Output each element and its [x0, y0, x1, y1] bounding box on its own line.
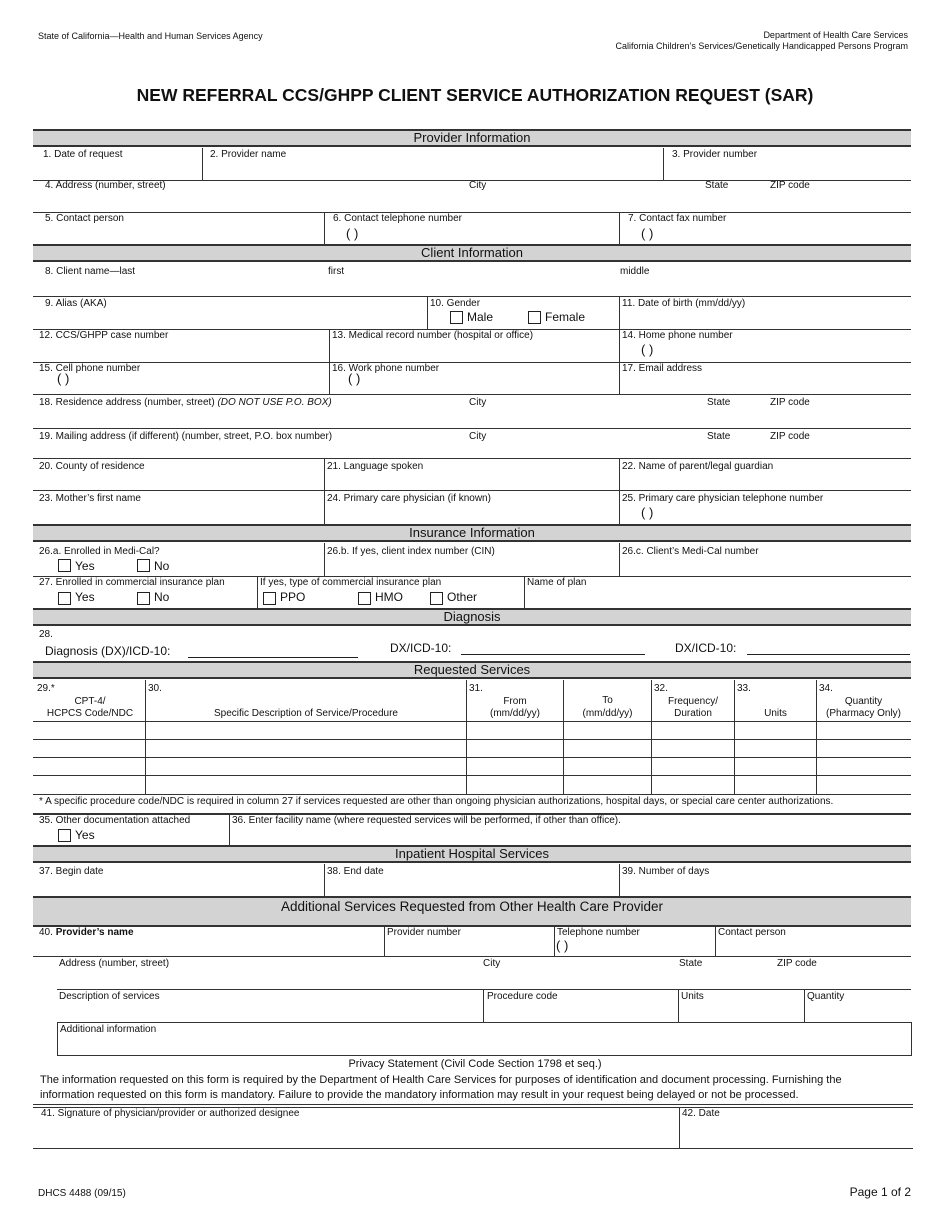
signature-field[interactable]	[35, 1109, 678, 1147]
cin-label: 26.b. If yes, client index number (CIN)	[327, 546, 495, 557]
units-label: Units	[681, 991, 704, 1002]
provider-zip-label: ZIP code	[770, 180, 810, 191]
commercial-no-label: No	[154, 590, 170, 604]
plan-name-label: Name of plan	[527, 577, 587, 588]
client-name-first-label: first	[328, 266, 345, 277]
provider-address-label: 4. Address (number, street)	[45, 180, 166, 191]
cell-phone-label: 15. Cell phone number	[39, 363, 141, 374]
address-2-zip-label: ZIP code	[777, 958, 817, 969]
pcp-field[interactable]	[325, 491, 618, 523]
section-provider-information: Provider Information	[33, 129, 911, 147]
provider-state-label: State	[705, 180, 729, 191]
facility-name-field[interactable]	[230, 815, 910, 844]
gender-female-checkbox[interactable]	[528, 311, 541, 324]
plan-other-checkbox[interactable]	[430, 592, 443, 605]
col34-header: Quantity	[844, 696, 883, 707]
begin-date-label: 37. Begin date	[39, 866, 104, 877]
facility-name-label: 36. Enter facility name (where requested services will be performed, if other than office).	[232, 815, 621, 826]
mother-name-label: 23. Mother’s first name	[39, 493, 141, 504]
commercial-type-label: If yes, type of commercial insurance plan	[260, 577, 442, 588]
commercial-yes-checkbox[interactable]	[58, 592, 71, 605]
county-label: 20. County of residence	[39, 461, 145, 472]
diagnosis-label-3: DX/ICD-10:	[675, 641, 737, 655]
alias-field[interactable]	[35, 297, 426, 328]
medi-cal-yes-checkbox[interactable]	[58, 559, 71, 572]
contact-telephone-label: 6. Contact telephone number	[333, 213, 462, 224]
description-label: Description of services	[59, 991, 160, 1002]
provider-city-label: City	[469, 180, 487, 191]
col30-header: Specific Description of Service/Procedure	[214, 708, 398, 719]
contact-fax-label: 7. Contact fax number	[628, 213, 727, 224]
date-of-request-label: 1. Date of request	[43, 149, 123, 160]
telephone-2-field[interactable]: ( )	[556, 938, 569, 953]
signature-date-label: 42. Date	[682, 1108, 720, 1119]
plan-other-label: Other	[447, 590, 478, 604]
section-client-information: Client Information	[33, 244, 911, 262]
col29-number: 29.*	[37, 683, 55, 694]
medi-cal-no-label: No	[154, 559, 170, 573]
additional-info-field[interactable]	[58, 1023, 910, 1054]
telephone-2-label: Telephone number	[557, 927, 640, 938]
contact-person-2-field[interactable]	[716, 926, 910, 955]
address-2-city-label: City	[483, 958, 501, 969]
state-agency-label: State of California—Health and Human Services Agency	[38, 31, 263, 41]
home-phone-field[interactable]: ( )	[641, 342, 654, 357]
residence-address-note: (DO NOT USE P.O. BOX)	[217, 397, 332, 408]
email-label: 17. Email address	[622, 363, 703, 374]
medi-cal-no-checkbox[interactable]	[137, 559, 150, 572]
residence-address-label: 18. Residence address (number, street) (DO NOT USE P.O. BOX)	[39, 397, 332, 408]
col31-number: 31.	[469, 683, 483, 694]
address-2-field[interactable]	[57, 957, 910, 988]
section-inpatient-hospital-services: Inpatient Hospital Services	[33, 845, 911, 863]
pcp-phone-label: 25. Primary care physician telephone number	[622, 493, 824, 504]
plan-ppo-checkbox[interactable]	[263, 592, 276, 605]
address-2-label: Address (number, street)	[59, 958, 170, 969]
medical-record-label: 13. Medical record number (hospital or office)	[332, 330, 534, 341]
residence-state-label: State	[707, 397, 731, 408]
col29-header: CPT-4/	[74, 696, 106, 707]
medi-cal-number-label: 26.c. Client’s Medi-Cal number	[622, 546, 759, 557]
page-number: Page 1 of 2	[849, 1185, 911, 1199]
section-insurance-information: Insurance Information	[33, 524, 911, 542]
diagnosis-field-2[interactable]	[461, 654, 645, 655]
section-requested-services: Requested Services	[33, 661, 911, 679]
client-name-last-label: 8. Client name—last	[45, 266, 136, 277]
gender-label: 10. Gender	[430, 298, 481, 309]
description-field[interactable]	[57, 990, 482, 1021]
alias-label: 9. Alias (AKA)	[45, 298, 107, 309]
address-2-state-label: State	[679, 958, 703, 969]
diagnosis-number: 28.	[39, 629, 53, 640]
number-of-days-label: 39. Number of days	[622, 866, 710, 877]
contact-fax-field[interactable]: ( )	[641, 226, 654, 241]
mailing-zip-label: ZIP code	[770, 431, 810, 442]
diagnosis-label-1: Diagnosis (DX)/ICD-10:	[45, 644, 171, 658]
provider-address-field[interactable]	[35, 181, 910, 211]
residence-address-field[interactable]	[35, 396, 910, 426]
program-label: California Children’s Services/Genetically Handicapped Persons Program	[615, 41, 908, 51]
diagnosis-label-2: DX/ICD-10:	[390, 641, 452, 655]
provider-number-2-field[interactable]	[385, 926, 553, 955]
work-phone-field[interactable]: ( )	[348, 371, 361, 386]
diagnosis-field-3[interactable]	[747, 654, 910, 655]
guardian-label: 22. Name of parent/legal guardian	[622, 461, 774, 472]
work-phone-label: 16. Work phone number	[332, 363, 440, 374]
other-documentation-label: 35. Other documentation attached	[39, 815, 191, 826]
privacy-title: Privacy Statement (Civil Code Section 1798 et seq.)	[348, 1058, 602, 1070]
end-date-label: 38. End date	[327, 866, 384, 877]
language-field[interactable]	[325, 459, 618, 489]
plan-name-field[interactable]	[525, 577, 910, 608]
col33-header: Units	[764, 708, 787, 719]
plan-ppo-label: PPO	[280, 590, 306, 604]
end-date-field[interactable]	[325, 865, 618, 896]
mother-name-field[interactable]	[35, 491, 323, 523]
guardian-field[interactable]	[620, 459, 910, 489]
mailing-city-label: City	[469, 431, 487, 442]
client-name-field[interactable]	[35, 264, 910, 295]
cin-field[interactable]	[325, 544, 618, 575]
home-phone-label: 14. Home phone number	[622, 330, 733, 341]
contact-person-2-label: Contact person	[718, 927, 786, 938]
col32-header-2: Duration	[674, 708, 712, 719]
section-additional-services: Additional Services Requested from Other Health Care Provider	[33, 896, 911, 927]
services-footnote: * A specific procedure code/NDC is required in column 27 if services requested are other than ongoing physician authorizations, hospital days, or special care center authorizations.	[39, 796, 834, 807]
additional-info-label: Additional information	[60, 1024, 157, 1035]
procedure-code-label: Procedure code	[487, 991, 558, 1002]
table-row[interactable]	[35, 758, 910, 775]
other-documentation-yes-label: Yes	[75, 828, 95, 842]
language-label: 21. Language spoken	[327, 461, 424, 472]
provider-name-2-title: Provider’s name	[55, 927, 134, 938]
begin-date-field[interactable]	[35, 865, 323, 896]
quantity-label: Quantity	[807, 991, 845, 1002]
signature-date-field[interactable]	[680, 1109, 912, 1147]
residence-zip-label: ZIP code	[770, 397, 810, 408]
county-field[interactable]	[35, 459, 323, 489]
col33-number: 33.	[737, 683, 751, 694]
units-field[interactable]	[679, 990, 803, 1021]
section-diagnosis: Diagnosis	[33, 608, 911, 626]
client-name-middle-label: middle	[620, 266, 650, 277]
col31-from-header: From	[503, 696, 527, 707]
col31-to-format: (mm/dd/yy)	[582, 708, 633, 719]
cell-phone-field[interactable]: ( )	[57, 371, 70, 386]
contact-person-field[interactable]	[35, 213, 323, 243]
medical-record-field[interactable]	[330, 330, 618, 361]
gender-male-label: Male	[467, 310, 494, 324]
col29-header-2: HCPCS Code/NDC	[46, 708, 134, 719]
provider-name-field[interactable]	[203, 148, 663, 180]
provider-number-field[interactable]	[664, 148, 910, 180]
other-documentation-yes-checkbox[interactable]	[58, 829, 71, 842]
commercial-enrolled-label: 27. Enrolled in commercial insurance plan	[39, 577, 225, 588]
case-number-label: 12. CCS/GHPP case number	[39, 330, 169, 341]
commercial-no-checkbox[interactable]	[137, 592, 150, 605]
provider-number-label: 3. Provider number	[672, 149, 758, 160]
residence-city-label: City	[469, 397, 487, 408]
gender-female-label: Female	[545, 310, 586, 324]
mailing-address-field[interactable]	[35, 430, 910, 457]
date-of-request-field[interactable]	[35, 148, 201, 180]
pcp-label: 24. Primary care physician (if known)	[327, 493, 491, 504]
department-label: Department of Health Care Services	[763, 30, 908, 40]
col32-number: 32.	[654, 683, 668, 694]
commercial-yes-label: Yes	[75, 590, 95, 604]
pcp-phone-field[interactable]: ( )	[641, 505, 654, 520]
plan-hmo-label: HMO	[375, 590, 403, 604]
medi-cal-number-field[interactable]	[620, 544, 910, 575]
contact-telephone-field[interactable]: ( )	[346, 226, 359, 241]
table-row[interactable]	[35, 776, 910, 794]
contact-person-label: 5. Contact person	[45, 213, 124, 224]
gender-male-checkbox[interactable]	[450, 311, 463, 324]
medi-cal-enrolled-label: 26.a. Enrolled in Medi-Cal?	[39, 546, 160, 557]
provider-name-2-label: 40. Provider’s name	[39, 927, 134, 938]
col30-number: 30.	[148, 683, 162, 694]
table-row[interactable]	[35, 740, 910, 757]
number-of-days-field[interactable]	[620, 865, 910, 896]
diagnosis-field-1[interactable]	[188, 657, 358, 658]
provider-name-2-field[interactable]	[35, 926, 383, 955]
privacy-text-2: information requested on this form is mandatory. Failure to provide the mandatory information may result in your request being delayed or not be processed.	[40, 1089, 799, 1101]
col32-header: Frequency/	[667, 696, 719, 707]
signature-label: 41. Signature of physician/provider or authorized designee	[41, 1108, 300, 1119]
date-of-birth-field[interactable]	[620, 297, 910, 328]
plan-hmo-checkbox[interactable]	[358, 592, 371, 605]
mailing-state-label: State	[707, 431, 731, 442]
procedure-code-field[interactable]	[484, 990, 677, 1021]
medi-cal-yes-label: Yes	[75, 559, 95, 573]
provider-name-label: 2. Provider name	[210, 149, 287, 160]
page-title: NEW REFERRAL CCS/GHPP CLIENT SERVICE AUTHORIZATION REQUEST (SAR)	[136, 85, 814, 105]
col31-from-format: (mm/dd/yy)	[490, 708, 540, 719]
privacy-text-1: The information requested on this form is required by the Department of Health Care Services for purposes of identification and document processing. Furnishing the	[40, 1074, 842, 1086]
date-of-birth-label: 11. Date of birth (mm/dd/yy)	[622, 298, 746, 309]
form-id: DHCS 4488 (09/15)	[38, 1188, 126, 1199]
case-number-field[interactable]	[35, 330, 328, 361]
quantity-field[interactable]	[805, 990, 910, 1021]
col31-to-header: To	[602, 695, 613, 706]
col34-number: 34.	[819, 683, 833, 694]
email-field[interactable]	[620, 363, 910, 393]
col34-header-2: (Pharmacy Only)	[825, 708, 901, 719]
table-row[interactable]	[35, 722, 910, 739]
provider-number-2-label: Provider number	[387, 927, 461, 938]
mailing-address-label: 19. Mailing address (if different) (number, street, P.O. box number)	[39, 431, 333, 442]
